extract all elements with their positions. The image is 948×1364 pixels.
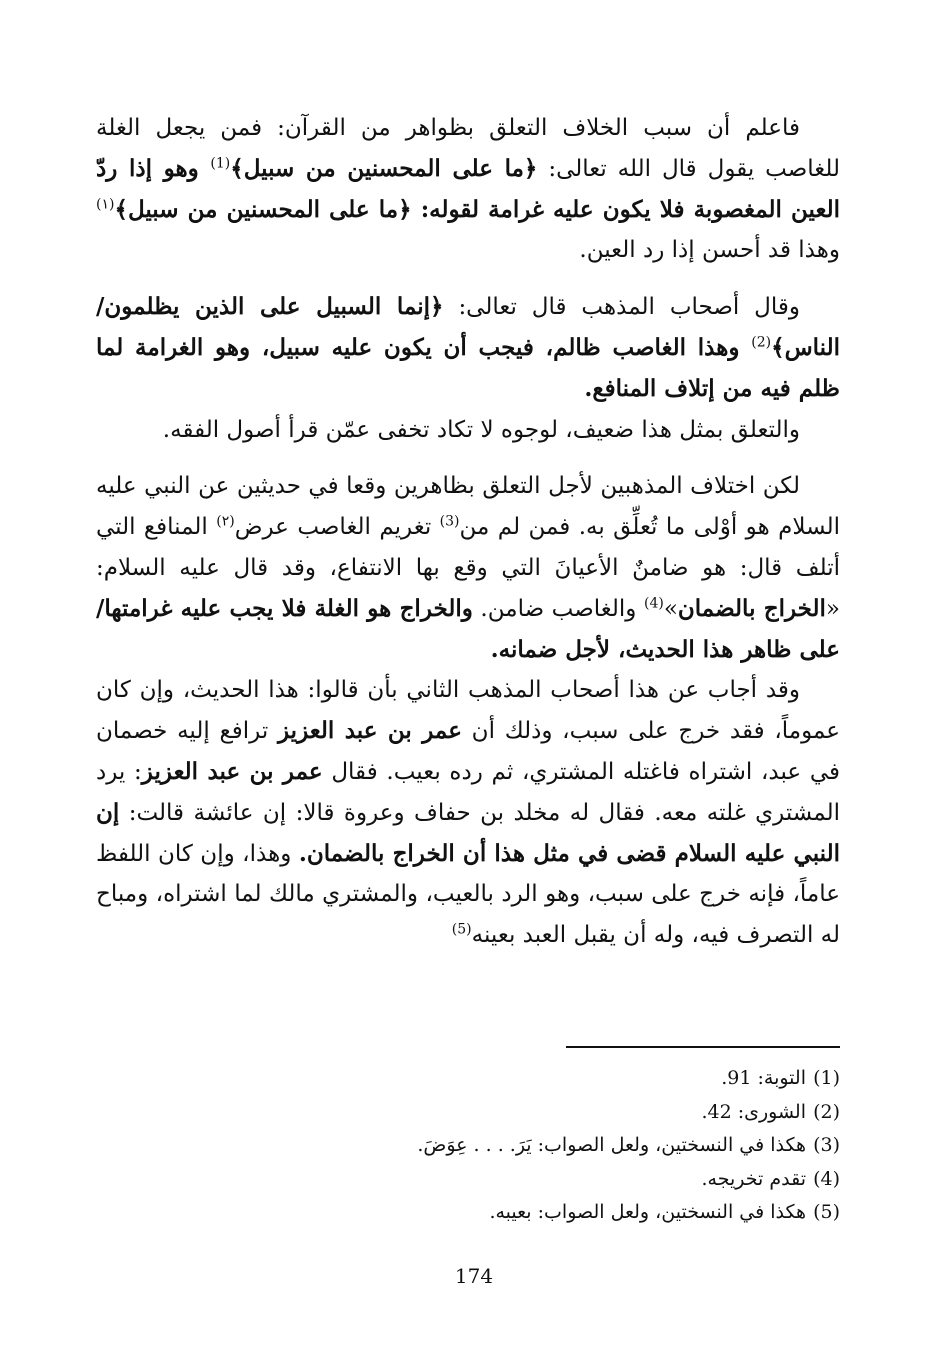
bold-text: إن النبي عليه السلام قضى في مثل هذا أن الخراج بالضمان. <box>96 798 840 867</box>
footnotes <box>300 1062 840 1230</box>
text-segment: » <box>663 595 678 622</box>
footnote-text: هكذا في النسختين، ولعل الصواب: يَرَ. . . . عِوَضَ. <box>417 1134 806 1156</box>
footnote-ref: (4) <box>643 595 664 612</box>
text-segment: المنافع التي أتلف قال: هو ضامنٌ الأعيانَ التي وقع بها الانتفاع، وقد قال عليه السلام: « <box>96 514 840 622</box>
footnote <box>300 1096 840 1130</box>
bold-text: والخراج هو الغلة فلا يجب عليه غرامتها/ على ظاهر هذا الحديث، لأجل ضمانه. <box>96 594 840 663</box>
text-segment: لكن اختلاف المذهبين لأجل التعلق بظاهرين وقعا في حديثين عن النبي عليه السلام هو أوْلى ما تُعلِّق به. فمن لم من <box>96 473 840 541</box>
paragraph <box>96 108 840 271</box>
footnote <box>300 1163 840 1197</box>
footnote-ref: (3) <box>439 513 460 530</box>
footnote-ref: (١) <box>96 195 115 212</box>
footnote-number: (1) <box>813 1067 840 1089</box>
bold-text: ﴿ما على المحسنين من سبيل﴾ <box>230 154 538 182</box>
bold-text: عمر بن عبد العزيز <box>141 757 323 785</box>
bold-text: ﴿ما على المحسنين من سبيل﴾ <box>114 195 412 223</box>
footnote <box>300 1196 840 1230</box>
footnote-number: (2) <box>813 1100 840 1123</box>
bold-text: وهو إذا ردّ العين المغصوبة فلا يكون عليه غرامة لقوله: <box>96 154 840 223</box>
footnote-ref: (5) <box>451 921 472 938</box>
bold-text: عمر بن عبد العزيز <box>277 717 462 745</box>
text-segment: والتعلق بمثل هذا ضعيف، لوجوه لا تكاد تخفى عمّن قرأ أصول الفقه. <box>162 416 800 443</box>
page-number: 174 <box>454 1264 494 1288</box>
paragraph <box>96 410 840 451</box>
footnote-ref: (٢) <box>216 513 235 530</box>
bold-text: الخراج بالضمان <box>677 594 826 622</box>
footnote-text: الشورى: 42. <box>701 1100 806 1123</box>
text-segment: وهذا قد أحسن إذا رد العين. <box>579 237 840 264</box>
footnote-ref: (2) <box>751 334 772 351</box>
paragraph <box>96 670 840 956</box>
footnote-number: (4) <box>813 1167 840 1190</box>
bold-text: وهذا الغاصب ظالم، فيجب أن يكون عليه سبيل، وهو الغرامة لما ظلم فيه من إتلاف المنافع. <box>96 333 840 402</box>
text-segment: ترافع إليه خصمان في عبد، اشتراه فاغتله المشتري، ثم رده بعيب. فقال <box>96 718 840 785</box>
body-text <box>96 108 840 956</box>
text-segment: وقد أجاب عن هذا أصحاب المذهب الثاني بأن قالوا: هذا الحديث، وإن كان عموماً، فقد خرج على سبب، وذلك أن <box>96 677 840 745</box>
paragraph <box>96 466 840 670</box>
text-segment: وقال أصحاب المذهب قال تعالى: <box>443 294 800 321</box>
text-segment: والغاصب ضامن. <box>472 595 644 622</box>
text-segment: : يرد المشتري غلته معه. فقال له مخلد بن حفاف وعروة قالا: إن عائشة قالت: <box>96 758 840 826</box>
bold-text: ﴿إنما السبيل على الذين يظلمون/ الناس﴾ <box>96 293 840 361</box>
footnote-number: (3) <box>813 1134 840 1156</box>
text-segment: تغريم الغاصب عرض <box>234 514 440 541</box>
footnote <box>300 1062 840 1096</box>
footnote-ref: (1) <box>210 155 231 172</box>
footnote <box>300 1129 840 1163</box>
footnote-number: (5) <box>813 1201 840 1223</box>
footnote-text: التوبة: 91. <box>721 1067 806 1089</box>
footnote-separator <box>566 1046 840 1048</box>
text-segment: فاعلم أن سبب الخلاف التعلق بظواهر من القرآن: فمن يجعل الغلة للغاصب يقول قال الله تعالى: <box>96 115 841 182</box>
text-segment: وهذا، وإن كان اللفظ عاماً، فإنه خرج على سبب، وهو الرد بالعيب، والمشتري مالك لما اشتراه، ومباح له التصرف فيه، وله أن يقبل العبد بعينه <box>96 840 840 949</box>
footnote-text: هكذا في النسختين، ولعل الصواب: بعيبه. <box>489 1201 806 1223</box>
footnote-text: تقدم تخريجه. <box>701 1167 806 1190</box>
paragraph <box>96 287 840 409</box>
